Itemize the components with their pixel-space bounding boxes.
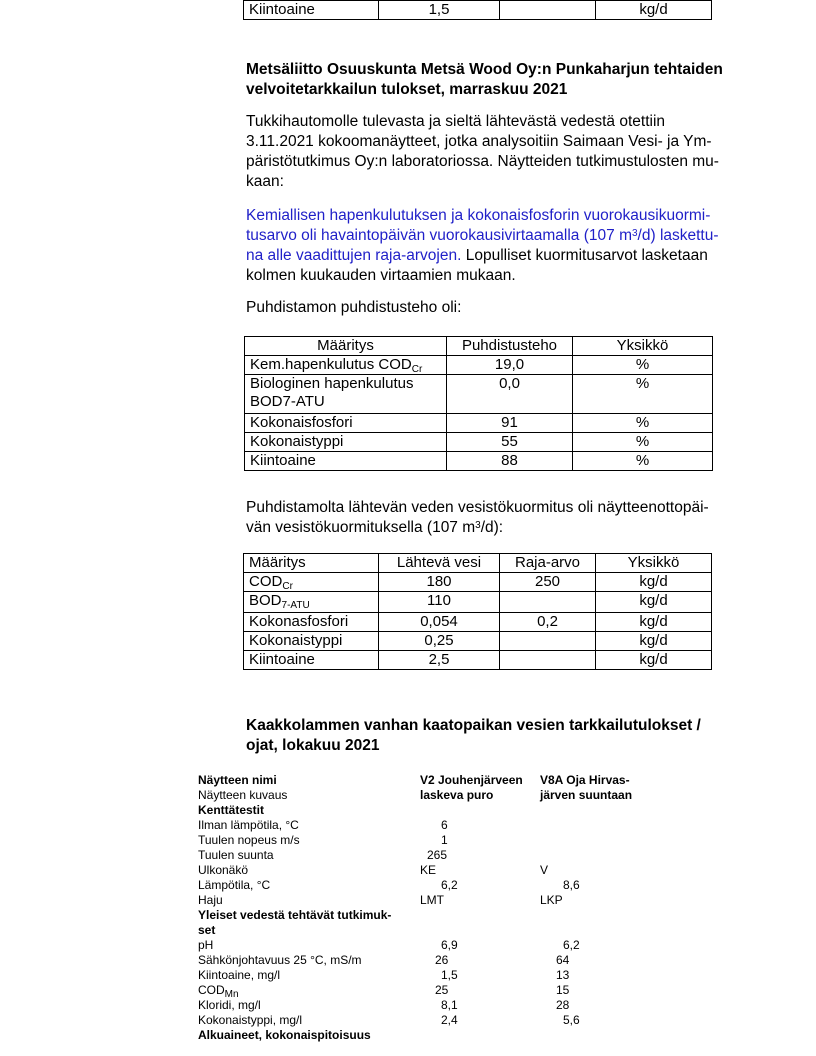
list-item: $COD_{Mn}$ [198,983,239,1000]
table-row: Kem.hapenkulutus $COD_{Cr}$ 19,0 % [245,356,713,375]
row-unit: kg/d [596,1,712,20]
table-row: Biologinen hapenkulutus BOD7-ATU 0,0 % [245,375,713,414]
row-blank [500,1,596,20]
top-table-fragment [243,0,712,20]
list-item: pH [198,938,214,952]
list-item: set [198,923,216,937]
row-labels [198,773,391,1043]
list-item: Yleiset vedestä tehtävät tutkimuk- [198,908,392,922]
efficiency-table [244,336,713,471]
table-row: $COD_{Cr}$ 180 250 kg/d [244,573,712,592]
row-value: 1,5 [379,1,500,20]
list-item: Alkuaineet, kokonaispitoisuus [198,1028,371,1042]
list-item: Kloridi, mg/l [198,998,261,1012]
table-row: Kokonasfosfori 0,054 0,2 kg/d [244,613,712,632]
list-item: Näytteen kuvaus [198,788,288,802]
values-v2: 6 1 265 KE 6,2 LMT 6,9 26 1,5 25 8,1 2,4 [420,818,458,1027]
list-item: Kenttätestit [198,803,265,817]
load-table [243,553,712,670]
list-item: Ulkonäkö [198,863,249,877]
table-row: Kokonaistyppi 55 % [245,433,713,452]
table-header-row: Määritys Lähtevä vesi Raja-arvo Yksikkö [244,554,712,573]
section2-title: Kaakkolammen vanhan kaatopaikan vesien tarkkailutulokset / ojat, lokakuu 2021 [246,717,701,754]
row-label: Kiintoaine [244,1,379,20]
efficiency-intro: Puhdistamon puhdistusteho oli: [246,299,462,316]
table-row: Kokonaistyppi 0,25 kg/d [244,632,712,651]
table-row [244,1,712,20]
list-item: Tuulen nopeus m/s [198,833,300,847]
table-row: $BOD_{7-ATU}$ 110 kg/d [244,592,712,613]
list-item: Sähkönjohtavuus 25 °C, mS/m [198,953,362,967]
list-item: Näytteen nimi [198,773,277,787]
list-item: Kokonaistyppi, mg/l [198,1013,303,1027]
column-header-v8a: V8A Oja Hirvas- järven suuntaan [540,773,633,802]
list-item: Lämpötila, °C [198,878,271,892]
values-v8a: V 8,6 LKP 6,2 64 13 15 28 5,6 [540,863,580,1027]
table-row: Kokonaisfosfori 91 % [245,414,713,433]
column-header-v2: V2 Jouhenjärveen laskeva puro [420,773,523,802]
table-row: Kiintoaine 2,5 kg/d [244,651,712,670]
list-item: Kiintoaine, mg/l [198,968,281,982]
section1-intro: Tukkihautomolle tulevasta ja sieltä lähtevästä vedestä otettiin 3.11.2021 kokoomanäytteet, jotka analysoitiin Saimaan Vesi- ja Ym- päristötutkimus Oy:n laboratoriossa. Näytteiden tutkimustulosten mu- kaan: [246,113,719,190]
list-item: Tuulen suunta [198,848,274,862]
table-header-row: Määritys Puhdistusteho Yksikkö [245,337,713,356]
list-item: Haju [198,893,223,907]
table-row: Kiintoaine 88 % [245,452,713,471]
load-intro: Puhdistamolta lähtevän veden vesistökuormitus oli näytteenottopäi- vän vesistökuormituksella (107 $m^3/d$): [246,499,709,536]
list-item: Ilman lämpötila, °C [198,818,299,832]
section1-title: Metsäliitto Osuuskunta Metsä Wood Oy:n Punkaharjun tehtaiden velvoitetarkkailun tulokset, marraskuu 2021 [246,61,723,98]
section1-result-paragraph: Kemiallisen hapenkulutuksen ja kokonaisfosforin vuorokausikuormi- tusarvo oli havaintopäivän vuorokausivirtaamalla (107 $m^3/d$) laskettu- na alle vaadittujen raja-arvojen. Lopulliset kuormitusarvot lasketaan kolmen kuukauden virtaamien mukaan. [246,207,719,284]
